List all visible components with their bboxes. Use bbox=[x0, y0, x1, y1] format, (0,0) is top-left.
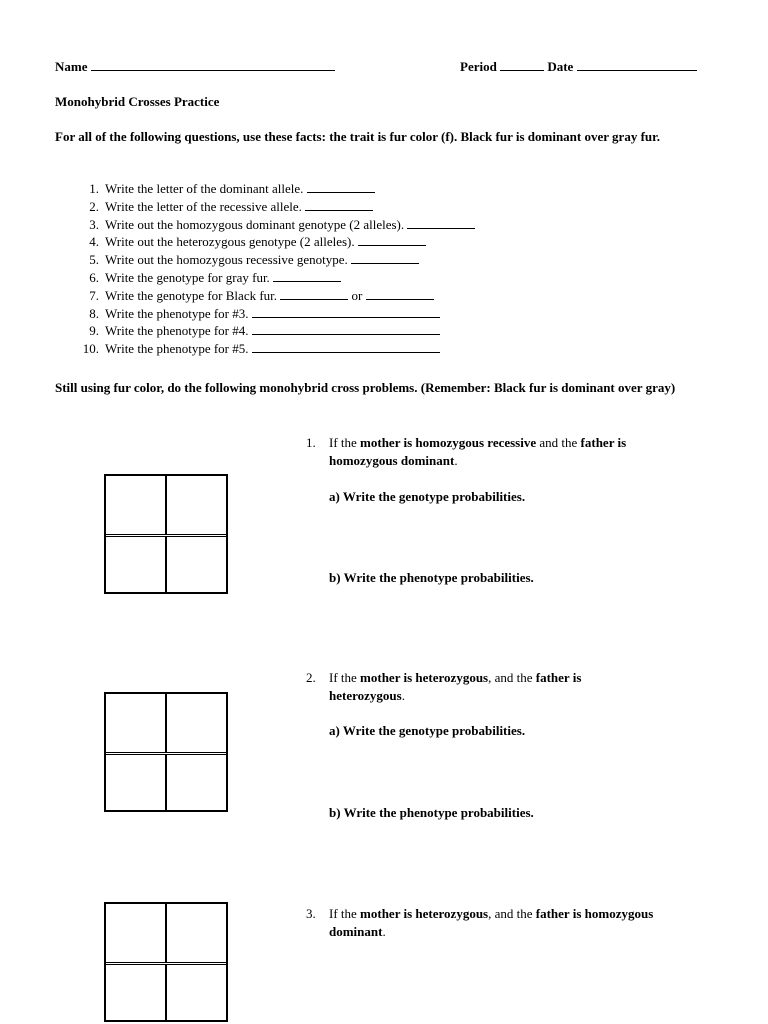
problem-text: If the mother is heterozygous, and the father is heterozygous. bbox=[329, 670, 582, 703]
genotype-question: a) Write the genotype probabilities. bbox=[329, 489, 526, 504]
page-title: Monohybrid Crosses Practice bbox=[55, 94, 220, 109]
answer-blank[interactable] bbox=[280, 287, 348, 300]
problem-text: If the mother is heterozygous, and the father is homozygous dominant. bbox=[329, 906, 654, 939]
period-date-field bbox=[460, 58, 697, 76]
list-item: 2. Write the letter of the recessive allele. bbox=[55, 198, 735, 216]
answer-blank[interactable] bbox=[351, 251, 419, 264]
date-blank[interactable] bbox=[577, 58, 697, 71]
list-item: 7. Write the genotype for Black fur. or bbox=[55, 287, 735, 305]
answer-blank[interactable] bbox=[252, 322, 440, 335]
list-item: 9. Write the phenotype for #4. bbox=[55, 322, 735, 340]
answer-blank[interactable] bbox=[273, 269, 341, 282]
list-item: 5. Write out the homozygous recessive genotype. bbox=[55, 251, 735, 269]
list-item: 10. Write the phenotype for #5. bbox=[55, 340, 735, 358]
facts-list bbox=[55, 180, 735, 358]
punnett-square[interactable] bbox=[104, 692, 228, 812]
phenotype-question: b) Write the phenotype probabilities. bbox=[329, 570, 534, 585]
name-label: Name bbox=[55, 59, 88, 74]
list-item: 1. Write the letter of the dominant allele. bbox=[55, 180, 735, 198]
problem-1: 1. If the mother is homozygous recessive and the father is homozygous dominant. a) Write the genotype probabilities. b) Write the phenotype probabilities. bbox=[306, 434, 726, 587]
problem-3: 3. If the mother is heterozygous, and the father is homozygous dominant. bbox=[306, 905, 726, 941]
answer-blank[interactable] bbox=[305, 198, 373, 211]
list-item: 4. Write out the heterozygous genotype (2 alleles). bbox=[55, 233, 735, 251]
answer-blank[interactable] bbox=[252, 340, 440, 353]
punnett-square[interactable] bbox=[104, 474, 228, 594]
period-label: Period bbox=[460, 59, 497, 74]
answer-blank[interactable] bbox=[307, 180, 375, 193]
answer-blank[interactable] bbox=[366, 287, 434, 300]
date-label: Date bbox=[547, 59, 574, 74]
name-blank[interactable] bbox=[91, 58, 335, 71]
answer-blank[interactable] bbox=[252, 305, 440, 318]
genotype-question: a) Write the genotype probabilities. bbox=[329, 723, 526, 738]
cross-instructions: Still using fur color, do the following monohybrid cross problems. (Remember: Black fur is dominant over gray) bbox=[55, 380, 676, 395]
list-item: 6. Write the genotype for gray fur. bbox=[55, 269, 735, 287]
problem-2: 2. If the mother is heterozygous, and the father is heterozygous. a) Write the genotype probabilities. b) Write the phenotype probabilities. bbox=[306, 669, 726, 822]
answer-blank[interactable] bbox=[407, 216, 475, 229]
problem-text: If the mother is homozygous recessive and the father is homozygous dominant. bbox=[329, 435, 627, 468]
answer-blank[interactable] bbox=[358, 233, 426, 246]
period-blank[interactable] bbox=[500, 58, 544, 71]
punnett-square[interactable] bbox=[104, 902, 228, 1022]
list-item: 8. Write the phenotype for #3. bbox=[55, 305, 735, 323]
list-item: 3. Write out the homozygous dominant genotype (2 alleles). bbox=[55, 216, 735, 234]
instructions: For all of the following questions, use these facts: the trait is fur color (f). Black fur is dominant over gray fur. bbox=[55, 129, 660, 144]
name-field bbox=[55, 58, 335, 76]
phenotype-question: b) Write the phenotype probabilities. bbox=[329, 805, 534, 820]
